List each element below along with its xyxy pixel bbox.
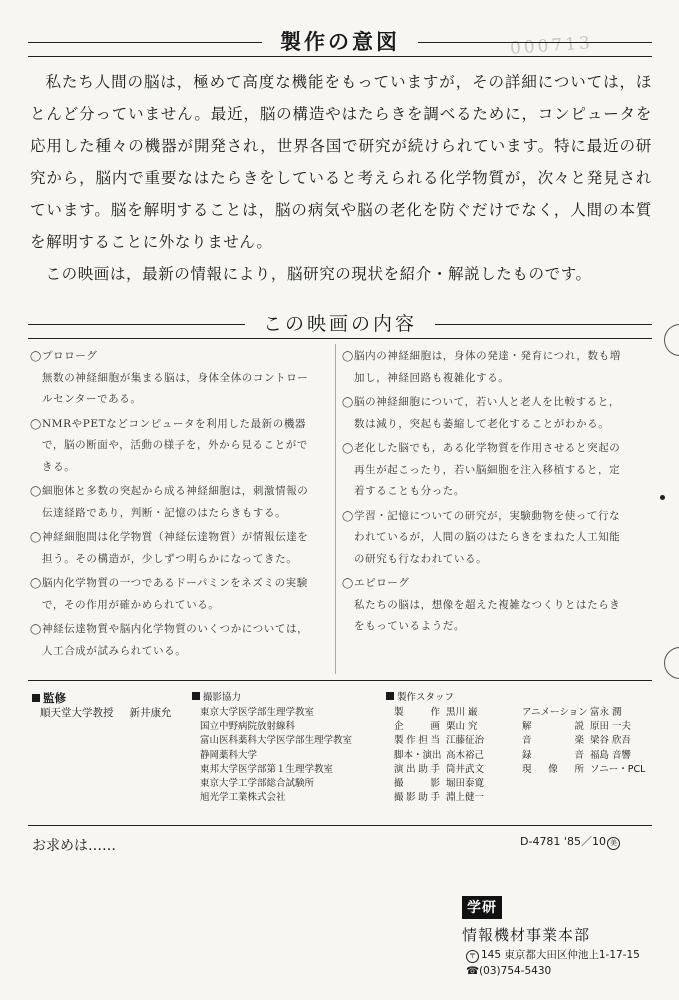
- contents-item-line: [30, 549, 330, 571]
- product-code: D-4781 '85／10 美: [520, 833, 620, 850]
- staff-role: 撮影: [394, 778, 440, 790]
- circled-mark-icon: 美: [607, 837, 620, 850]
- intro-paragraph: この映画は，最新の情報により，脳研究の現状を紹介・解説したものです。: [45, 265, 592, 283]
- contents-item-first-line: [30, 619, 330, 641]
- contents-item-first-line: [30, 346, 330, 368]
- postal-mark-icon: 〒: [466, 950, 479, 963]
- staff-row: [386, 749, 656, 763]
- cooperation-item: 東京大学工学部総合試験所: [200, 778, 315, 790]
- contents-text: 数は減り，突起も萎縮して老化することがわかる。: [354, 417, 610, 430]
- cooperation-item: 東京大学医学部生理学教室: [200, 707, 315, 718]
- contents-left-column: [30, 346, 330, 665]
- contents-item-first-line: [342, 438, 642, 460]
- divider-line: [28, 825, 652, 826]
- staff-name: [584, 777, 590, 791]
- contents-text: きる。: [42, 460, 76, 473]
- cooperation-item: 富山医科薬科大学医学部生理学教室: [200, 735, 353, 747]
- staff-name: 梁谷 欣吾: [590, 735, 632, 747]
- staff-role: 撮影助手: [394, 792, 440, 804]
- staff-name: 福島 音響: [590, 749, 632, 761]
- staff-role: 現像所: [522, 763, 584, 775]
- staff-role: 製作: [394, 707, 440, 718]
- contents-text: の研究も行なわれている。: [354, 552, 488, 565]
- staff-name: 黒川 巌: [446, 707, 478, 718]
- staff-row: [386, 706, 656, 720]
- contents-item-line: [342, 460, 642, 482]
- contents-text: 無数の神経細胞が集まる脳は，身体全体のコントロー: [42, 371, 309, 384]
- contents-text: 脳内の神経細胞は，身体の発達・発育につれ，数も増: [354, 350, 621, 362]
- contents-item: [342, 392, 642, 435]
- company-name: 情報機材事業本部: [462, 926, 591, 944]
- binder-hole-icon: [664, 324, 679, 356]
- contents-text: われているが，人間の脳のはたらきをまねた人工知能: [354, 531, 621, 543]
- contents-item-line: [30, 435, 330, 457]
- cooperation-item: 東邦大学医学部第１生理学教室: [200, 763, 334, 775]
- staff-name: 栗山 究: [446, 721, 478, 733]
- contents-text: 脳の神経細胞について，若い人と老人を比較すると，: [354, 396, 620, 408]
- company-address: [466, 947, 640, 979]
- contents-item-line: [342, 549, 642, 571]
- contents-text: ルセンターである。: [42, 393, 142, 405]
- contents-item-line: [342, 527, 642, 549]
- contents-item: [342, 573, 642, 638]
- supervisor-name: 新井康允: [129, 707, 172, 719]
- circle-bullet-icon: ◯: [30, 624, 42, 635]
- contents-text: 学習・記憶についての研究が，実験動物を使って行な: [354, 509, 621, 522]
- section-heading-contents: [28, 310, 652, 340]
- contents-item-line: [342, 368, 642, 390]
- staff-role: 録音: [522, 749, 584, 761]
- column-divider: [335, 344, 336, 674]
- faint-number-stamp: 000713: [509, 33, 594, 59]
- contents-item-line: [30, 595, 330, 617]
- intro-paragraph: 私たち人間の脳は，極めて高度な機能をもっていますが，その詳細については，ほとんど分っていません。最近，脳の構造やはたらきを調べるために，コンピュータを応用した種々の機器が開発され，世界各国で研究が続けられています。特に最近の研究から，脳内で重要なはたらきをしていると考えられる化学物質が，次々と発見されています。脳を解明することは，脳の病気や脳の老化を防ぐだけでなく，人間の本質を解明することに外なりません。: [30, 73, 652, 251]
- contents-text: 人工合成が試みられている。: [42, 644, 187, 657]
- supervisor-row: [32, 706, 182, 720]
- contents-text: 再生が起こったり，若い脳細胞を注入移植すると，定: [354, 463, 621, 476]
- circle-bullet-icon: ◯: [342, 397, 354, 408]
- contents-text: 老化した脳でも，ある化学物質を作用させると突起の: [354, 442, 621, 454]
- contents-item-first-line: [342, 506, 642, 528]
- contents-item: [30, 573, 330, 616]
- staff-row: [386, 763, 656, 777]
- contents-text: NMRやPETなどコンピュータを利用した最新の機器: [42, 417, 307, 430]
- contents-text: で，その作用が確かめられている。: [42, 598, 220, 611]
- heading-rule: [28, 56, 652, 57]
- contents-item-line: [30, 641, 330, 663]
- staff-name: ソニー・PCL: [590, 763, 646, 775]
- contents-text: 加し，神経回路も複雑化する。: [354, 371, 510, 384]
- cooperation-item: 旭光学工業株式会社: [200, 792, 286, 804]
- circle-bullet-icon: ◯: [342, 443, 354, 454]
- square-bullet-icon: [32, 694, 40, 702]
- contents-item-line: [30, 389, 330, 411]
- circle-bullet-icon: ◯: [30, 578, 42, 589]
- intro-text: [30, 66, 652, 290]
- staff-role: 脚本・演出: [394, 749, 442, 761]
- contents-text: プロローグ: [42, 350, 98, 362]
- circle-bullet-icon: ◯: [342, 578, 354, 589]
- staff-name: 原田 一夫: [590, 721, 632, 733]
- contents-item-line: [342, 616, 642, 638]
- contents-item: [342, 346, 642, 389]
- credits-title: 撮影協力: [192, 690, 382, 706]
- staff-row: [386, 720, 656, 734]
- contents-item-first-line: [30, 527, 330, 549]
- staff-role: [516, 791, 584, 805]
- credits-title: 監修: [32, 690, 182, 706]
- staff-name: 淵上健一: [446, 792, 485, 804]
- section-heading-intent: [28, 28, 652, 58]
- staff-row: [386, 777, 656, 791]
- cooperation-item: 静岡薬科大学: [200, 749, 258, 761]
- staff-name: 筒井武文: [446, 763, 485, 775]
- staff-role: 演出助手: [394, 763, 440, 775]
- staff-list: [386, 706, 656, 805]
- contents-text: 担う。その構造が，少しずつ明らかになってきた。: [42, 552, 298, 565]
- staff-role: 音楽: [522, 735, 584, 747]
- contents-item-first-line: [30, 414, 330, 436]
- credits-cooperation: [192, 690, 382, 805]
- credits-staff: [386, 690, 656, 805]
- contents-text: 細胞体と多数の突起から成る神経細胞は，刺激情報の: [42, 485, 309, 497]
- contents-item-line: [342, 595, 642, 617]
- staff-name: 江藤征治: [446, 735, 485, 747]
- binder-hole-icon: [664, 647, 679, 679]
- heading-rule: [28, 338, 652, 339]
- contents-item: [30, 414, 330, 479]
- staff-name: 富永 潤: [590, 707, 622, 718]
- contents-item-line: [342, 414, 642, 436]
- contents-item-line: [30, 503, 330, 525]
- contents-text: 私たちの脳は，想像を超えた複雑なつくりとはたらき: [354, 598, 621, 611]
- order-prompt: お求めは……: [32, 838, 116, 854]
- staff-role: [516, 777, 584, 791]
- contents-item-line: [30, 457, 330, 479]
- dot-mark-icon: [660, 495, 665, 500]
- contents-item-first-line: [30, 573, 330, 595]
- contents-item-line: [342, 481, 642, 503]
- credits-supervision: [32, 690, 182, 720]
- contents-item-first-line: [342, 392, 642, 414]
- square-bullet-icon: [386, 692, 394, 700]
- contents-item-first-line: [30, 481, 330, 503]
- contents-item-first-line: [342, 346, 642, 368]
- staff-role: 企画: [394, 721, 440, 733]
- credits-title: 製作スタッフ: [386, 690, 656, 706]
- cooperation-list: [192, 706, 382, 805]
- circle-bullet-icon: ◯: [30, 351, 42, 362]
- contents-item: [30, 527, 330, 570]
- staff-row: [386, 791, 656, 805]
- square-bullet-icon: [192, 692, 200, 700]
- circle-bullet-icon: ◯: [30, 418, 42, 430]
- gakken-logo: 学研: [462, 896, 502, 919]
- address-line: 145 東京都大田区仲池上1-17-15: [481, 949, 640, 961]
- contents-text: 着することも分った。: [354, 485, 465, 497]
- contents-text: をもっているようだ。: [354, 620, 465, 632]
- staff-role: アニメーション: [522, 707, 588, 718]
- contents-item: [30, 346, 330, 411]
- contents-item-line: [30, 368, 330, 390]
- divider-line: [28, 680, 652, 681]
- contents-item: [30, 619, 330, 662]
- staff-name: 高木裕己: [446, 749, 485, 761]
- contents-text: エピローグ: [354, 577, 410, 589]
- contents-item-first-line: [342, 573, 642, 595]
- contents-text: 神経細胞間は化学物質（神経伝達物質）が情報伝達を: [42, 531, 309, 543]
- contents-text: 神経伝達物質や脳内化学物質のいくつかについては，: [42, 623, 309, 635]
- heading-title: この映画の内容: [245, 310, 435, 338]
- contents-text: 伝達経路であり，判断・記憶のはたらきもする。: [42, 506, 287, 519]
- supervisor-affiliation: 順天堂大学教授: [40, 707, 114, 719]
- staff-role: 製作担当: [394, 735, 440, 747]
- contents-item: [30, 481, 330, 524]
- circle-bullet-icon: ◯: [30, 532, 42, 543]
- heading-title: 製作の意図: [262, 28, 418, 56]
- staff-role: 解説: [522, 721, 584, 733]
- contents-text: 脳内化学物質の一つであるドーパミンをネズミの実験: [42, 577, 308, 589]
- cooperation-item: 国立中野病院放射線科: [200, 721, 296, 733]
- circle-bullet-icon: ◯: [342, 351, 354, 362]
- contents-text: で，脳の断面や，活動の様子を，外から見ることがで: [42, 439, 308, 451]
- contents-item: [342, 438, 642, 503]
- circle-bullet-icon: ◯: [342, 510, 354, 522]
- circle-bullet-icon: ◯: [30, 486, 42, 497]
- contents-right-column: [342, 346, 642, 641]
- staff-row: [386, 734, 656, 748]
- phone-line: ☎(03)754-5430: [466, 965, 552, 977]
- staff-name: 堀田泰寛: [446, 778, 485, 790]
- staff-name: [584, 791, 590, 805]
- contents-item: [342, 506, 642, 571]
